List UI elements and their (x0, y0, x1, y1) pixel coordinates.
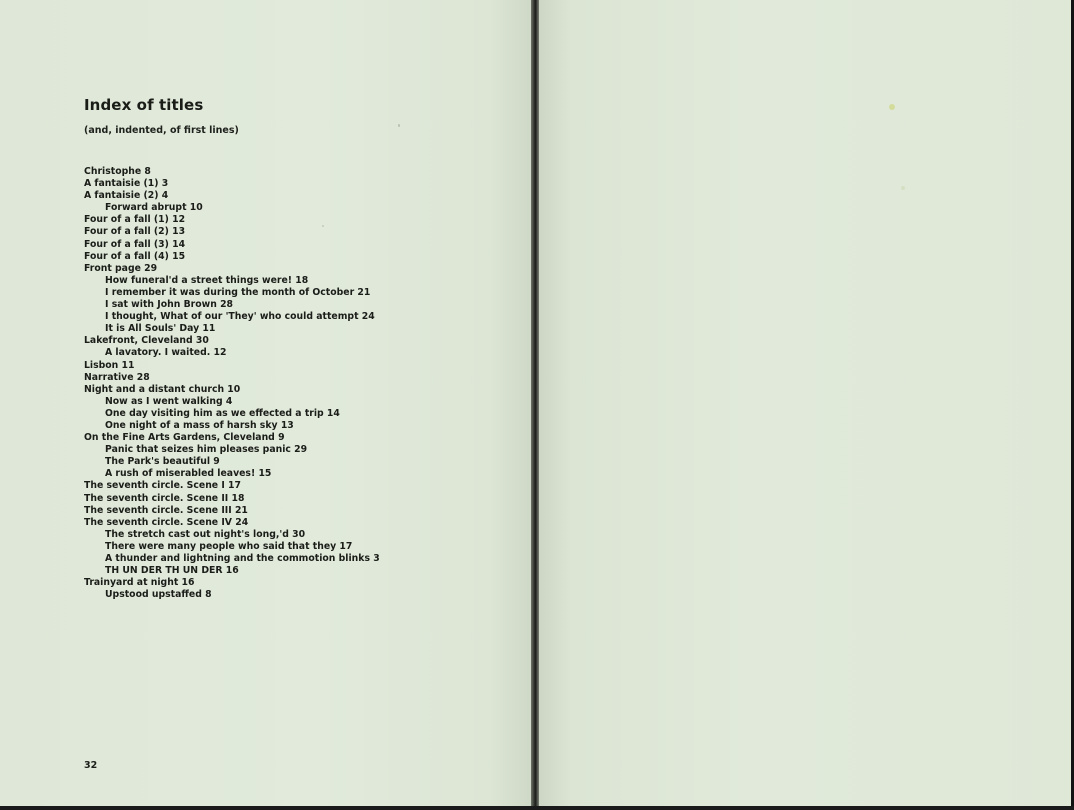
index-heading: Index of titles (84, 96, 204, 114)
index-title-entry: Four of a fall (4) 15 (84, 250, 186, 262)
index-title-entry: Four of a fall (2) 13 (84, 226, 186, 238)
index-list (84, 166, 380, 601)
index-title-entry: Four of a fall (3) 14 (84, 238, 186, 250)
index-title-entry: Night and a distant church 10 (84, 383, 241, 395)
index-first-line-entry: Now as I went walking 4 (105, 395, 233, 407)
index-first-line-entry: A lavatory. I waited. 12 (105, 347, 227, 359)
index-first-line-entry: A rush of miserabled leaves! 15 (105, 468, 272, 480)
index-first-line-entry: How funeral'd a street things were! 18 (105, 274, 309, 286)
book-gutter (531, 0, 539, 810)
index-subheading: (and, indented, of first lines) (84, 125, 239, 136)
paper-speck (889, 104, 895, 110)
paper-speck (322, 225, 324, 227)
index-title-entry: The seventh circle. Scene III 21 (84, 504, 248, 516)
book-bottom-edge (0, 806, 1074, 810)
index-first-line-entry: Panic that seizes him pleases panic 29 (105, 444, 308, 456)
left-page (0, 0, 531, 806)
index-title-entry: Lakefront, Cleveland 30 (84, 335, 209, 347)
index-title-entry: The seventh circle. Scene II 18 (84, 492, 245, 504)
index-title-entry: A fantaisie (1) 3 (84, 178, 169, 190)
index-first-line-entry: One day visiting him as we effected a trip 14 (105, 407, 340, 419)
index-first-line-entry: It is All Souls' Day 11 (105, 323, 216, 335)
index-title-entry: On the Fine Arts Gardens, Cleveland 9 (84, 432, 285, 444)
index-first-line-entry: I thought, What of our 'They' who could attempt 24 (105, 311, 375, 323)
index-title-entry: Christophe 8 (84, 166, 151, 177)
index-title-entry: The seventh circle. Scene IV 24 (84, 516, 249, 528)
paper-speck (398, 124, 400, 127)
index-first-line-entry: The stretch cast out night's long,'d 30 (105, 528, 306, 540)
index-first-line-entry: Forward abrupt 10 (105, 202, 203, 214)
index-title-entry: Lisbon 11 (84, 359, 135, 371)
index-first-line-entry: A thunder and lightning and the commotion blinks 3 (105, 553, 380, 564)
index-title-entry: Front page 29 (84, 262, 158, 274)
index-title-entry: Four of a fall (1) 12 (84, 214, 186, 226)
index-title-entry: Narrative 28 (84, 371, 150, 383)
index-first-line-entry: The Park's beautiful 9 (105, 456, 220, 468)
index-first-line-entry: I sat with John Brown 28 (105, 299, 234, 311)
index-first-line-entry: There were many people who said that they 17 (105, 540, 353, 552)
index-first-line-entry: One night of a mass of harsh sky 13 (105, 419, 294, 431)
right-page (539, 0, 1071, 806)
index-title-entry: A fantaisie (2) 4 (84, 190, 169, 202)
index-title-entry: Trainyard at night 16 (84, 577, 195, 589)
index-first-line-entry: Upstood upstaffed 8 (105, 589, 212, 601)
index-title-entry: The seventh circle. Scene I 17 (84, 480, 241, 492)
paper-speck (901, 186, 905, 190)
index-first-line-entry: I remember it was during the month of October 21 (105, 286, 371, 298)
page-number: 32 (84, 760, 98, 771)
index-first-line-entry: TH UN DER TH UN DER 16 (105, 565, 239, 577)
